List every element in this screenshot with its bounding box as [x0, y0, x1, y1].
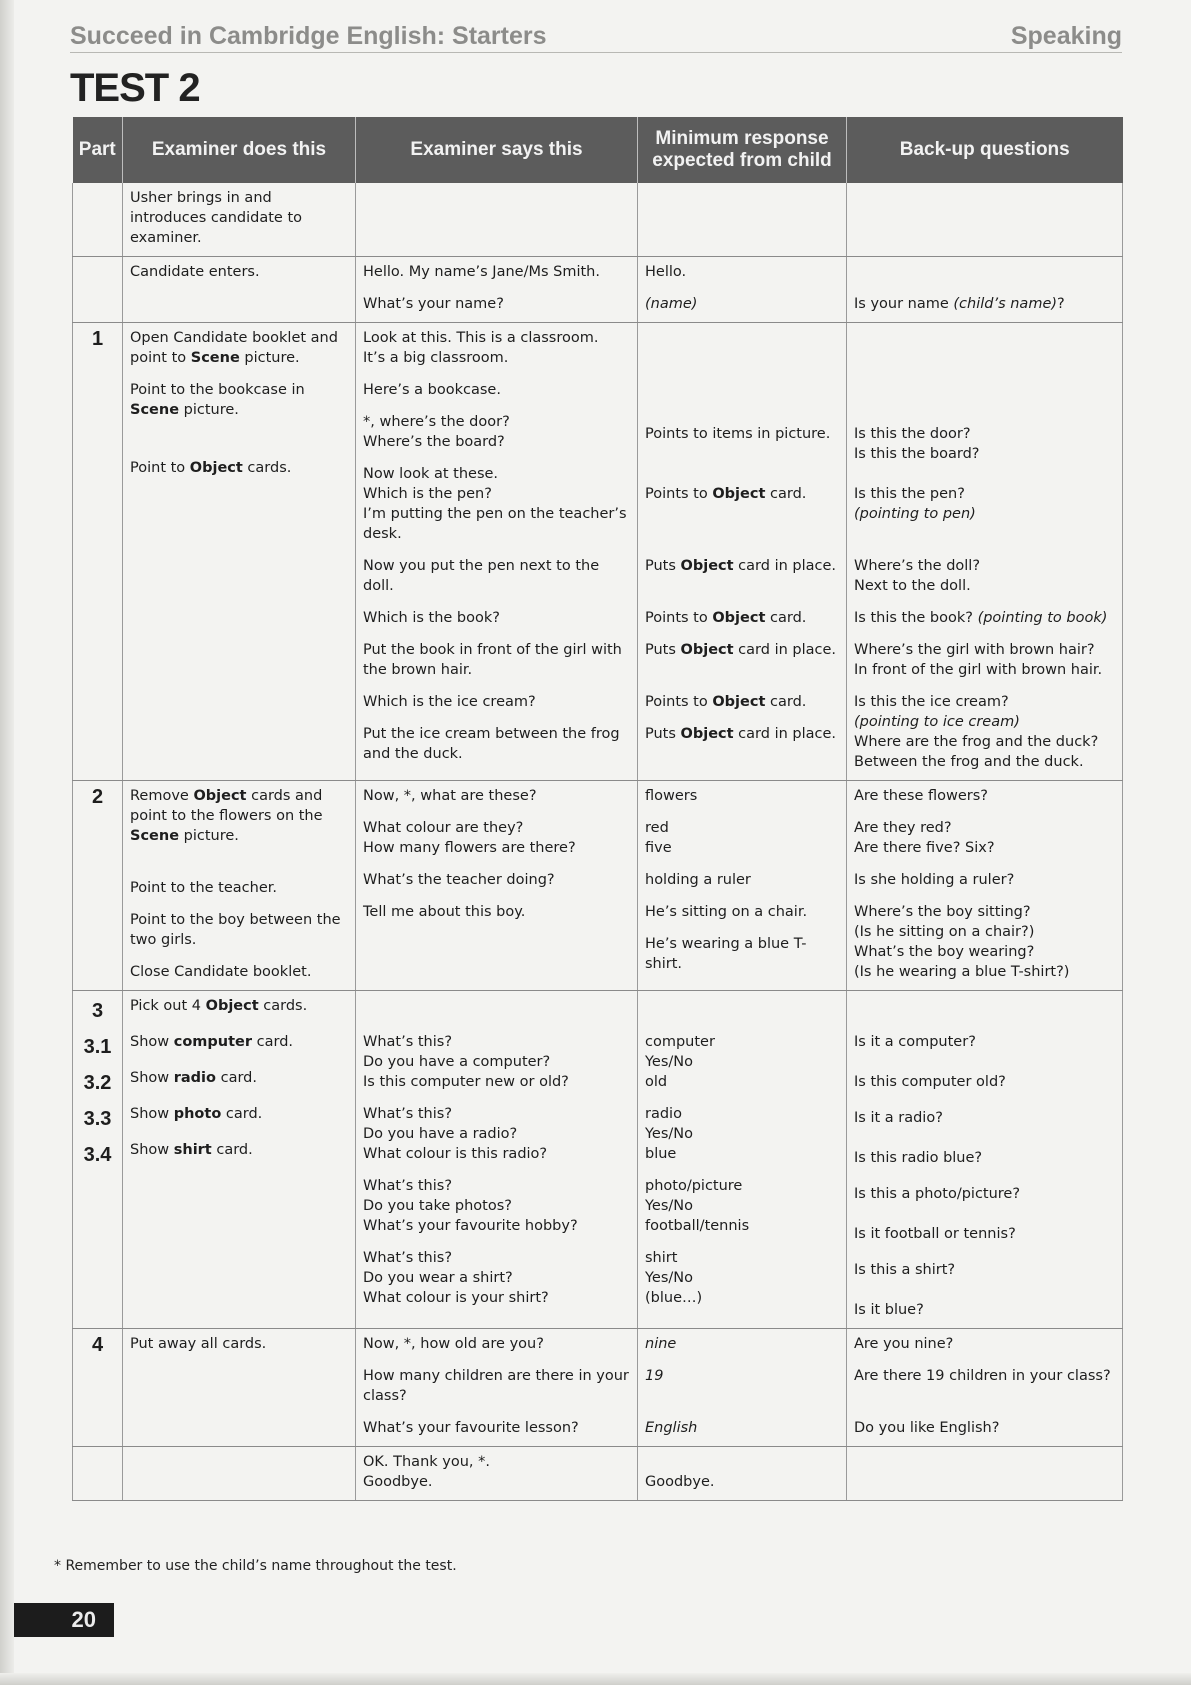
backup-line: Is this the pen? [854, 486, 965, 502]
resp-points-pen: Points to Object card. [645, 486, 807, 502]
backup-cell [847, 183, 1123, 257]
table-header-row [73, 117, 1123, 183]
backup-line: (Is he wearing a blue T-shirt?) [854, 964, 1070, 980]
says-line: Where’s the board? [363, 434, 505, 450]
says-line: Tell me about this boy. [363, 904, 526, 920]
backup-line: Where’s the boy sitting? [854, 904, 1031, 920]
backup-line: Where’s the girl with brown hair? [854, 642, 1095, 658]
resp-line: nine [645, 1336, 677, 1352]
backup-line: Is this a shirt? [854, 1262, 956, 1278]
speaking-test-table [72, 117, 1123, 1501]
says-line: Do you take photos? [363, 1198, 512, 1214]
backup-cell [847, 991, 1123, 1329]
running-header [70, 22, 1122, 53]
says-cell [356, 991, 638, 1329]
response-cell [638, 781, 847, 991]
does-line: Point to the teacher. [130, 880, 277, 896]
backup-line: What’s the boy wearing? [854, 944, 1035, 960]
book-title: Succeed in Cambridge English: Starters [70, 22, 547, 50]
says-line: *, where’s the door? [363, 414, 510, 430]
does-cell [123, 991, 356, 1329]
page-number: 20 [14, 1603, 114, 1637]
says-line: Do you have a radio? [363, 1126, 518, 1142]
resp-line: English [645, 1420, 698, 1436]
does-usher: Usher brings in and introduces candidate to examiner. [130, 190, 303, 246]
does-pick-cards: Pick out 4 Object cards. [130, 998, 308, 1014]
says-line: Now, *, how old are you? [363, 1336, 544, 1352]
header-part: Part [73, 117, 123, 183]
does-line: Close Candidate booklet. [130, 964, 312, 980]
header-examiner-does: Examiner does this [123, 117, 356, 183]
says-line: What’s your favourite lesson? [363, 1420, 579, 1436]
backup-line: Is this the book? (pointing to book) [854, 610, 1108, 626]
backup-line: Is this the ice cream? [854, 694, 1009, 710]
says-line: What’s your favourite hobby? [363, 1218, 578, 1234]
resp-line: Yes/No [645, 1126, 694, 1142]
says-line: Look at this. This is a classroom. [363, 330, 599, 346]
resp-puts-book: Puts Object card in place. [645, 642, 837, 658]
says-line: Which is the ice cream? [363, 694, 536, 710]
table-row-usher [73, 183, 1123, 257]
resp-line: flowers [645, 788, 698, 804]
header-min-response-line1: Minimum response [655, 128, 829, 149]
page-edge-shadow [0, 0, 14, 1685]
backup-line: Is she holding a ruler? [854, 872, 1015, 888]
says-your-name: What’s your name? [363, 296, 504, 312]
resp-line: Yes/No [645, 1270, 694, 1286]
backup-line: Is this radio blue? [854, 1150, 983, 1166]
resp-line: five [645, 840, 672, 856]
says-line: Do you have a computer? [363, 1054, 551, 1070]
backup-cell [847, 257, 1123, 323]
backup-line: In front of the girl with brown hair. [854, 662, 1103, 678]
resp-puts-icecream: Puts Object card in place. [645, 726, 837, 742]
says-cell [356, 781, 638, 991]
resp-line: photo/picture [645, 1178, 743, 1194]
part-number: 4 [73, 1329, 123, 1447]
backup-line: Is this a photo/picture? [854, 1186, 1021, 1202]
says-line: What colour is this radio? [363, 1146, 548, 1162]
part-number: 3.2 [83, 1072, 112, 1094]
says-line: Is this computer new or old? [363, 1074, 569, 1090]
does-cell [123, 1447, 356, 1501]
resp-line: He’s sitting on a chair. [645, 904, 808, 920]
footnote: * Remember to use the child’s name throughout the test. [54, 1558, 457, 1574]
response-cell [638, 257, 847, 323]
does-show-card: Show photo card. [130, 1106, 263, 1122]
does-cell [123, 323, 356, 781]
response-cell [638, 323, 847, 781]
response-cell [638, 1447, 847, 1501]
response-cell [638, 991, 847, 1329]
backup-line: Is this the door? [854, 426, 971, 442]
response-cell [638, 1329, 847, 1447]
says-cell [356, 1329, 638, 1447]
part-cell [73, 1447, 123, 1501]
part-number: 3.4 [83, 1144, 112, 1166]
resp-line: football/tennis [645, 1218, 750, 1234]
says-line: What colour is your shirt? [363, 1290, 549, 1306]
resp-line: blue [645, 1146, 677, 1162]
does-open-booklet: Open Candidate booklet and point to Scene picture. [130, 330, 338, 366]
says-line: What’s this? [363, 1106, 453, 1122]
does-put-away: Put away all cards. [130, 1336, 267, 1352]
header-min-response-line2: expected from child [652, 150, 832, 171]
response-cell [638, 183, 847, 257]
table-row-part-3 [73, 991, 1123, 1329]
does-show-card: Show shirt card. [130, 1142, 253, 1158]
part-cell [73, 183, 123, 257]
does-line: Point to the boy between the two girls. [130, 912, 341, 948]
backup-line: Do you like English? [854, 1420, 1000, 1436]
resp-line: Yes/No [645, 1054, 694, 1070]
header-examiner-says: Examiner says this [356, 117, 638, 183]
does-cell [123, 781, 356, 991]
backup-line: Is this the board? [854, 446, 980, 462]
does-remove-cards: Remove Object cards and point to the flowers on the Scene picture. [130, 788, 323, 844]
says-line: OK. Thank you, *. [363, 1454, 490, 1470]
resp-puts-doll: Puts Object card in place. [645, 558, 837, 574]
says-line: How many children are there in your class? [363, 1368, 629, 1404]
does-show-card: Show radio card. [130, 1070, 257, 1086]
resp-line: old [645, 1074, 668, 1090]
backup-line: Is it blue? [854, 1302, 924, 1318]
resp-line: shirt [645, 1250, 678, 1266]
says-line: Here’s a bookcase. [363, 382, 501, 398]
backup-cell [847, 1329, 1123, 1447]
backup-line: Are there five? Six? [854, 840, 995, 856]
test-title: TEST 2 [70, 66, 200, 110]
says-line: How many flowers are there? [363, 840, 576, 856]
says-line: Put the book in front of the girl with the brown hair. [363, 642, 622, 678]
resp-line: holding a ruler [645, 872, 751, 888]
says-line: Which is the book? [363, 610, 500, 626]
resp-points-icecream: Points to Object card. [645, 694, 807, 710]
backup-line: Is it football or tennis? [854, 1226, 1016, 1242]
part-number: 3.1 [83, 1036, 112, 1058]
does-show-card: Show computer card. [130, 1034, 294, 1050]
backup-line: Where’s the doll? [854, 558, 981, 574]
says-line: Which is the pen? [363, 486, 492, 502]
resp-line: red [645, 820, 669, 836]
backup-name: Is your name (child’s name)? [854, 296, 1065, 312]
backup-line: Between the frog and the duck. [854, 754, 1084, 770]
part-number: 2 [73, 781, 123, 991]
says-line: Goodbye. [363, 1474, 433, 1490]
does-point-object: Point to Object cards. [130, 460, 292, 476]
resp-hello: Hello. [645, 264, 687, 280]
table-row-closing [73, 1447, 1123, 1501]
says-cell [356, 183, 638, 257]
says-cell [356, 257, 638, 323]
backup-line: Are you nine? [854, 1336, 954, 1352]
says-line: What’s the teacher doing? [363, 872, 555, 888]
backup-cell [847, 781, 1123, 991]
backup-line: Where are the frog and the duck? [854, 734, 1099, 750]
table-row-part-2 [73, 781, 1123, 991]
says-line: Now you put the pen next to the doll. [363, 558, 600, 594]
resp-line: computer [645, 1034, 715, 1050]
table-row-part-4 [73, 1329, 1123, 1447]
backup-line: Next to the doll. [854, 578, 971, 594]
header-backup: Back-up questions [847, 117, 1123, 183]
says-line: What’s this? [363, 1178, 453, 1194]
does-point-bookcase: Point to the bookcase in Scene picture. [130, 382, 305, 418]
says-line: Now look at these. [363, 466, 499, 482]
says-line: Put the ice cream between the frog and the duck. [363, 726, 620, 762]
part-number: 3.3 [83, 1108, 112, 1130]
part-number: 1 [73, 323, 123, 781]
resp-line: He’s wearing a blue T-shirt. [645, 936, 807, 972]
says-cell [356, 323, 638, 781]
does-enters: Candidate enters. [130, 264, 260, 280]
does-cell [123, 183, 356, 257]
backup-line: Are there 19 children in your class? [854, 1368, 1111, 1384]
says-line: What’s this? [363, 1250, 453, 1266]
backup-line: (pointing to pen) [854, 506, 976, 522]
does-cell [123, 257, 356, 323]
table-row-part-1 [73, 323, 1123, 781]
section-title: Speaking [1010, 22, 1122, 50]
does-cell [123, 1329, 356, 1447]
resp-line: Goodbye. [645, 1474, 715, 1490]
says-line: What colour are they? [363, 820, 524, 836]
backup-line: Are these flowers? [854, 788, 988, 804]
resp-items: Points to items in picture. [645, 426, 831, 442]
backup-line: Is this computer old? [854, 1074, 1006, 1090]
backup-line: Is it a radio? [854, 1110, 943, 1126]
resp-name: (name) [645, 296, 698, 312]
header-min-response [638, 117, 847, 183]
backup-line: Is it a computer? [854, 1034, 976, 1050]
says-hello: Hello. My name’s Jane/Ms Smith. [363, 264, 600, 280]
says-line: It’s a big classroom. [363, 350, 509, 366]
backup-line: Are they red? [854, 820, 952, 836]
backup-cell [847, 323, 1123, 781]
says-line: I’m putting the pen on the teacher’s desk. [363, 506, 627, 542]
resp-line: Yes/No [645, 1198, 694, 1214]
part-cell [73, 257, 123, 323]
says-cell [356, 1447, 638, 1501]
resp-points-book: Points to Object card. [645, 610, 807, 626]
page-bottom-shadow [0, 1673, 1191, 1685]
backup-line: (Is he sitting on a chair?) [854, 924, 1035, 940]
part-number-cell [73, 991, 123, 1329]
resp-line: (blue…) [645, 1290, 703, 1306]
table-row-enters [73, 257, 1123, 323]
part-number: 3 [91, 1000, 104, 1022]
backup-cell [847, 1447, 1123, 1501]
resp-line: radio [645, 1106, 682, 1122]
says-line: What’s this? [363, 1034, 453, 1050]
backup-line: (pointing to ice cream) [854, 714, 1020, 730]
says-line: Now, *, what are these? [363, 788, 537, 804]
resp-line: 19 [645, 1368, 664, 1384]
says-line: Do you wear a shirt? [363, 1270, 513, 1286]
